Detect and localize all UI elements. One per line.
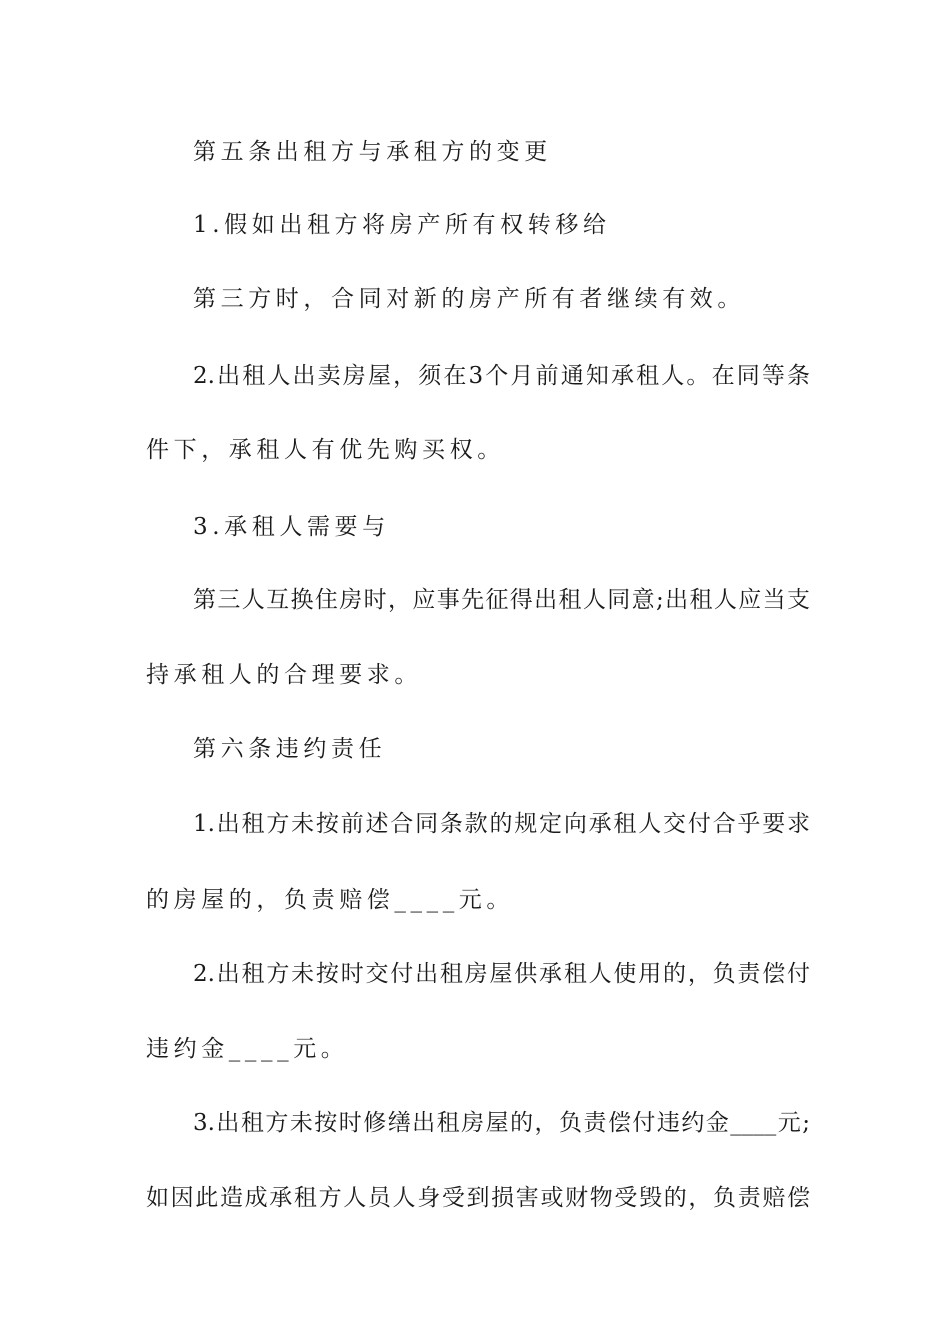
article-6-clause-1-line-2: 的房屋的，负责赔偿____元。 <box>146 887 514 913</box>
article-5-heading: 第五条出租方与承租方的变更 <box>193 139 552 165</box>
article-5-clause-3-line-3: 持承租人的合理要求。 <box>146 662 422 688</box>
article-6-clause-2-line-1: 2.出租方未按时交付出租房屋供承租人使用的，负责偿付 <box>193 961 810 987</box>
article-6-clause-2-line-2: 违约金____元。 <box>146 1036 349 1062</box>
article-6-clause-3-line-2: 如因此造成承租方人员人身受到损害或财物受毁的，负责赔偿 <box>146 1185 810 1211</box>
article-5-clause-3-line-1: 3.承租人需要与 <box>193 514 390 540</box>
article-6-heading: 第六条违约责任 <box>193 736 387 762</box>
article-5-clause-2-line-1: 2.出租人出卖房屋，须在3个月前通知承租人。在同等条 <box>193 363 810 389</box>
article-5-clause-2-line-2: 件下，承租人有优先购买权。 <box>146 437 505 463</box>
article-5-clause-1-line-1: 1.假如出租方将房产所有权转移给 <box>193 212 611 238</box>
article-6-clause-1-line-1: 1.出租方未按前述合同条款的规定向承租人交付合乎要求 <box>193 811 810 837</box>
article-5-clause-1-line-2: 第三方时，合同对新的房产所有者继续有效。 <box>193 286 745 312</box>
article-6-clause-3-line-1: 3.出租方未按时修缮出租房屋的，负责偿付违约金____元; <box>193 1110 810 1136</box>
article-5-clause-3-line-2: 第三人互换住房时，应事先征得出租人同意;出租人应当支 <box>193 587 810 613</box>
